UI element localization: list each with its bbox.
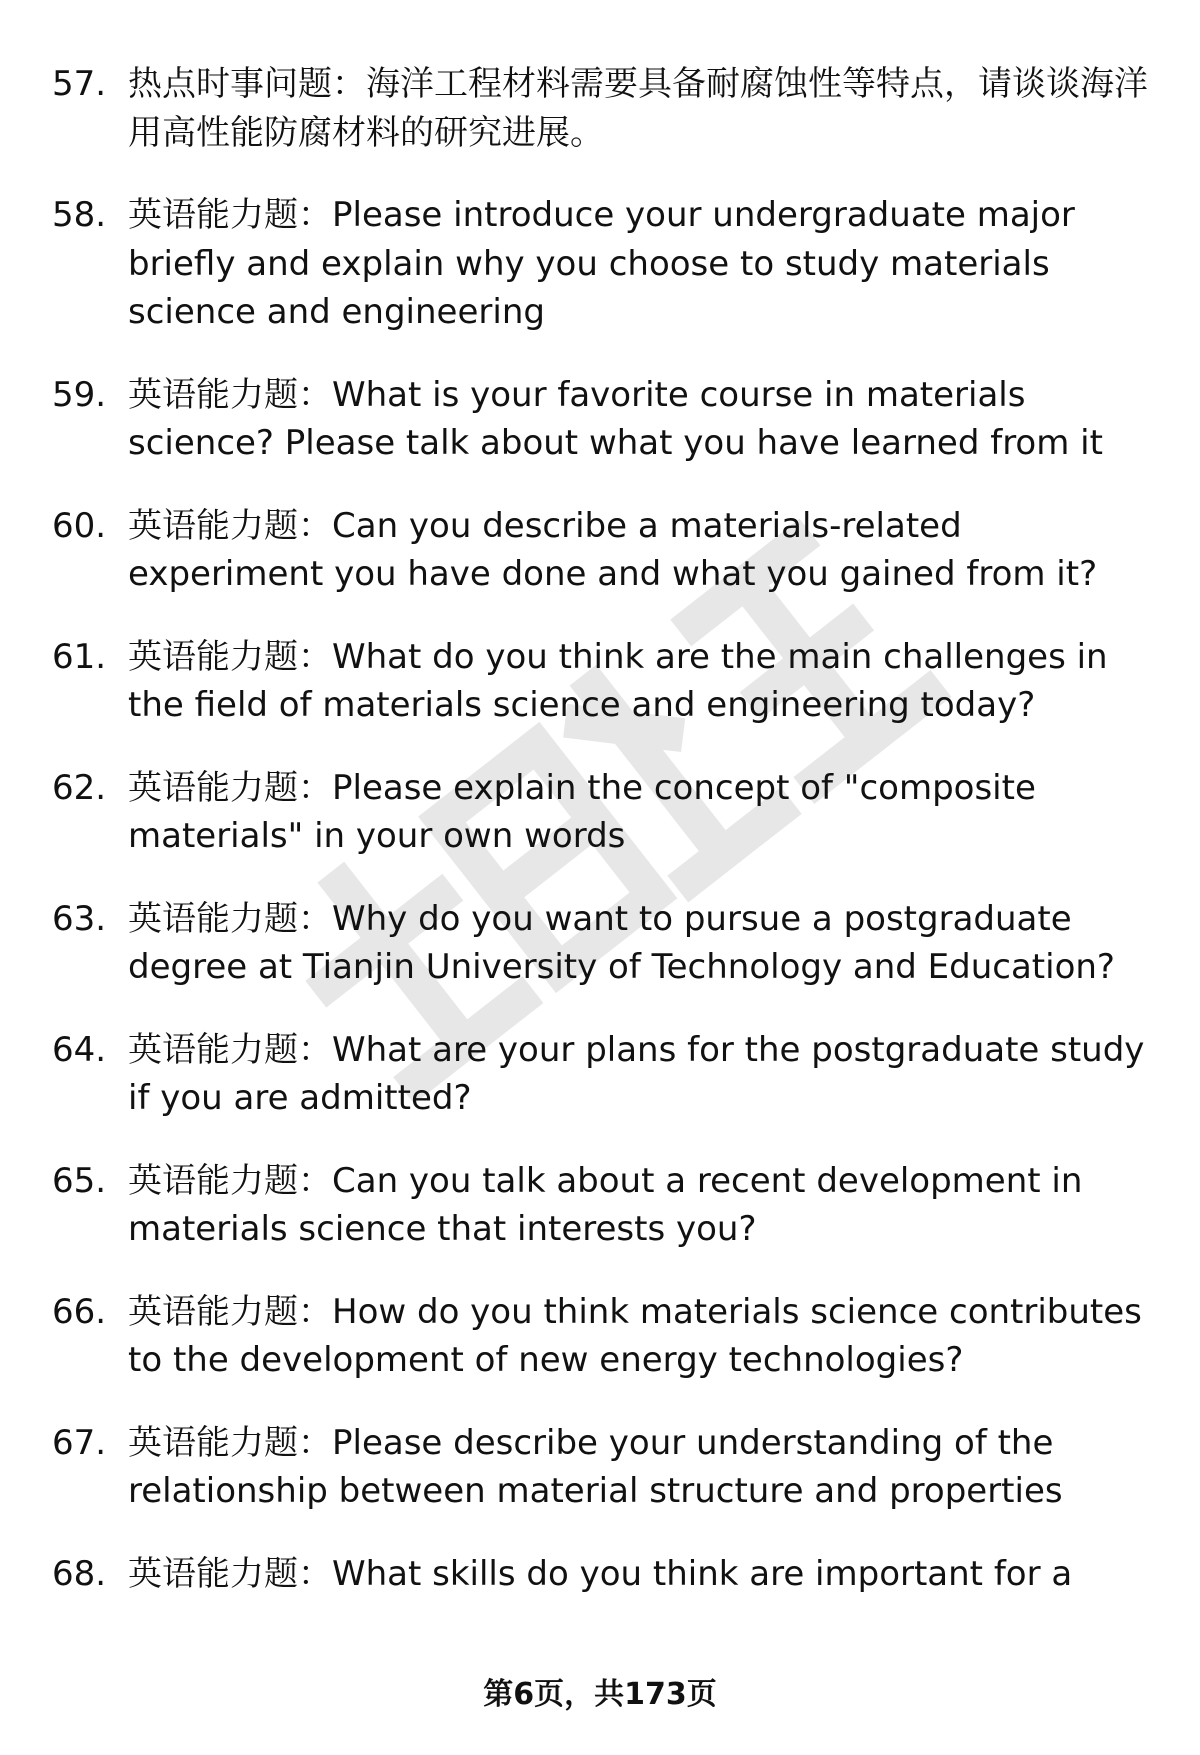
question-number: 63. (52, 898, 107, 939)
question-text: What is your favorite course in materials science? Please talk about what you have learned from it (128, 374, 1103, 463)
question-category: 英语能力题 ： (128, 1161, 332, 1201)
question-number: 64. (52, 1029, 107, 1070)
question-item (0, 764, 1200, 861)
question-category: 英语能力题 ： (128, 195, 332, 235)
question-item (0, 633, 1200, 730)
question-number: 65. (52, 1160, 107, 1201)
question-number: 61. (52, 636, 107, 677)
question-category: 英语能力题 ： (128, 1030, 332, 1070)
question-number: 68. (52, 1553, 107, 1594)
question-text: What are your plans for the postgraduate study if you are admitted? (128, 1029, 1145, 1118)
question-text: What do you think are the main challenges in the field of materials science and engineering today? (128, 636, 1108, 725)
question-text: Please describe your understanding of the relationship between material structure and properties (128, 1422, 1063, 1511)
question-text: Can you talk about a recent development in materials science that interests you? (128, 1160, 1083, 1249)
question-item (0, 60, 1200, 157)
question-text: What skills do you think are important for a (332, 1553, 1073, 1594)
question-category: 英语能力题 ： (128, 1554, 332, 1594)
page-number-footer: 第6页，共173页 (483, 1677, 717, 1712)
question-item (0, 1419, 1200, 1516)
question-text: Why do you want to pursue a postgraduate degree at Tianjin University of Technology and Education? (128, 898, 1115, 987)
question-text: Please explain the concept of "composite materials" in your own words (128, 767, 1036, 856)
question-item (0, 1288, 1200, 1385)
question-number: 60. (52, 505, 107, 546)
question-text: Please introduce your undergraduate major briefly and explain why you choose to study materials science and engineering (128, 195, 1075, 332)
question-category: 英语能力题 ： (128, 637, 332, 677)
question-number: 66. (52, 1291, 107, 1332)
question-number: 57. (52, 64, 107, 104)
question-item (0, 895, 1200, 992)
question-number: 62. (52, 767, 107, 808)
question-number: 58. (52, 195, 107, 235)
question-category: 热点时事问题 ： (128, 64, 366, 104)
question-list (0, 60, 1200, 1632)
question-category: 英语能力题 ： (128, 1292, 332, 1332)
question-category: 英语能力题 ： (128, 1423, 332, 1463)
question-category: 英语能力题 ： (128, 375, 332, 415)
question-item (0, 502, 1200, 599)
question-category: 英语能力题 ： (128, 899, 332, 939)
question-number: 67. (52, 1422, 107, 1463)
question-category: 英语能力题 ： (128, 768, 332, 808)
question-item (0, 1026, 1200, 1123)
question-text: How do you think materials science contributes to the development of new energy technologies? (128, 1291, 1142, 1380)
question-number: 59. (52, 374, 107, 415)
question-item (0, 371, 1200, 468)
question-item (0, 1157, 1200, 1254)
question-text: Can you describe a materials-related experiment you have done and what you gained from it? (128, 505, 1098, 594)
question-item (0, 191, 1200, 337)
question-text: 海洋工程材料需要具备耐腐蚀性等特点，请谈谈海洋用高性能防腐材料的研究进展。 (128, 64, 1148, 153)
question-category: 英语能力题 ： (128, 506, 332, 546)
question-item (0, 1550, 1200, 1599)
